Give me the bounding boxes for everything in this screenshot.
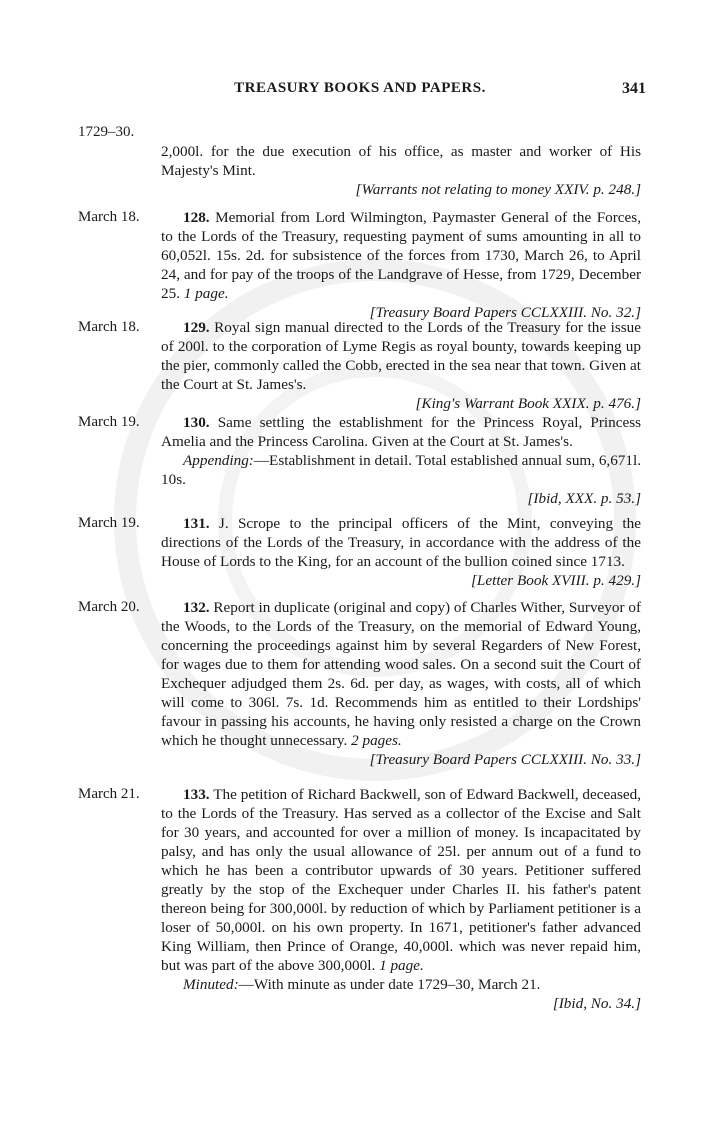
entry-number: 128.: [183, 209, 210, 226]
entry-128: [161, 208, 641, 322]
entry-reference: [King's Warrant Book XXIX. p. 476.]: [415, 395, 641, 412]
entry-131: [161, 514, 641, 590]
entry-text: Memorial from Lord Wilmington, Paymaster General of the Forces, to the Lords of the Treasury, requesting payment of sums amounting in all to 60,052l. 15s. 2d. for subsistence of the forces from 1730, March 26, to April 24, and for pay of the troops of the Landgrave of Hesse, from 1729, December 25.: [161, 209, 641, 302]
minuted-label: Minuted:: [183, 976, 239, 993]
entry-reference: [Treasury Board Papers CCLXXIII. No. 32.]: [369, 304, 641, 321]
continuation-reference: [Warrants not relating to money XXIV. p. 248.]: [355, 181, 641, 198]
entry-date: March 19.: [78, 515, 140, 531]
entry-number: 130.: [183, 414, 210, 431]
entry-date: March 21.: [78, 786, 140, 802]
entry-text: J. Scrope to the principal officers of the Mint, conveying the directions of the Lords of the Treasury, in accordance with the address of the House of Lords to the King, for an account of the bullion coined since 1713.: [161, 515, 641, 570]
entry-reference: [Treasury Board Papers CCLXXIII. No. 33.]: [369, 751, 641, 768]
entry-number: 131.: [183, 515, 210, 532]
entry-130: [161, 413, 641, 508]
entry-text: Report in duplicate (original and copy) of Charles Wither, Surveyor of the Woods, to the Lords of the Treasury, on the memorial of Edward Young, concerning the proceedings against him by several Regarders of New Forest, for wages due to them for attending wood sales. On a second suit the Court of Exchequer adjudged them 2s. 6d. per day, as wages, with costs, all of which will come to 306l. 7s. 1d. Recommends him as entitled to their Lordships' favour in passing his accounts, he having only resisted a charge on the Crown which he thought unnecessary.: [161, 599, 642, 749]
running-header: TREASURY BOOKS AND PAPERS.: [234, 80, 486, 96]
entry-pages: 2 pages.: [351, 732, 402, 749]
entry-date: March 18.: [78, 319, 140, 335]
continuation-text: 2,000l. for the due execution of his office, as master and worker of His Majesty's Mint.: [161, 143, 641, 179]
entry-132: [161, 598, 641, 769]
minuted-text: —With minute as under date 1729–30, March 21.: [238, 976, 541, 993]
appending-text: —Establishment in detail. Total established annual sum, 6,671l. 10s.: [161, 452, 642, 488]
entry-number: 129.: [183, 319, 210, 336]
continuation-block: [161, 142, 641, 199]
entry-133: [161, 785, 641, 1013]
entry-reference: [Ibid, No. 34.]: [552, 995, 641, 1012]
entry-number: 132.: [183, 599, 210, 616]
entry-reference: [Ibid, XXX. p. 53.]: [527, 490, 641, 507]
entry-reference: [Letter Book XVIII. p. 429.]: [471, 572, 641, 589]
entry-date: March 20.: [78, 599, 140, 615]
entry-text: The petition of Richard Backwell, son of Edward Backwell, deceased, to the Lords of the Treasury. Has served as a collector of the Excise and Salt for 30 years, and accounted for over a million of money. Is incapacitated by palsy, and has only the usual allowance of 25l. per annum out of a fund to which he has been a contributor upwards of 30 years. Petitioner suffered greatly by the stop of the Exchequer under Charles II. his father's patent thereon being for 300,000l. by reduction of which by Parliament petitioner is a loser of 50,000l. on his own property. In 1671, petitioner's father advanced King William, then Prince of Orange, 40,000l. which was never repaid him, but was part of the above 300,000l.: [161, 786, 641, 974]
entry-date: March 19.: [78, 414, 140, 430]
entry-129: [161, 318, 641, 413]
appending-label: Appending:: [183, 452, 254, 469]
page-number: 341: [622, 80, 646, 97]
entry-text: Royal sign manual directed to the Lords of the Treasury for the issue of 200l. to the corporation of Lyme Regis as royal bounty, towards keeping up the pier, commonly called the Cobb, erected in the sea near that town. Given at the Court at St. James's.: [161, 319, 642, 393]
year-label: 1729–30.: [78, 124, 135, 140]
entry-number: 133.: [183, 786, 210, 803]
entry-pages: 1 page.: [183, 285, 229, 302]
entry-text: Same settling the establishment for the Princess Royal, Princess Amelia and the Princess Carolina. Given at the Court at St. James's.: [161, 414, 642, 450]
entry-pages: 1 page.: [379, 957, 424, 974]
entry-date: March 18.: [78, 209, 140, 225]
